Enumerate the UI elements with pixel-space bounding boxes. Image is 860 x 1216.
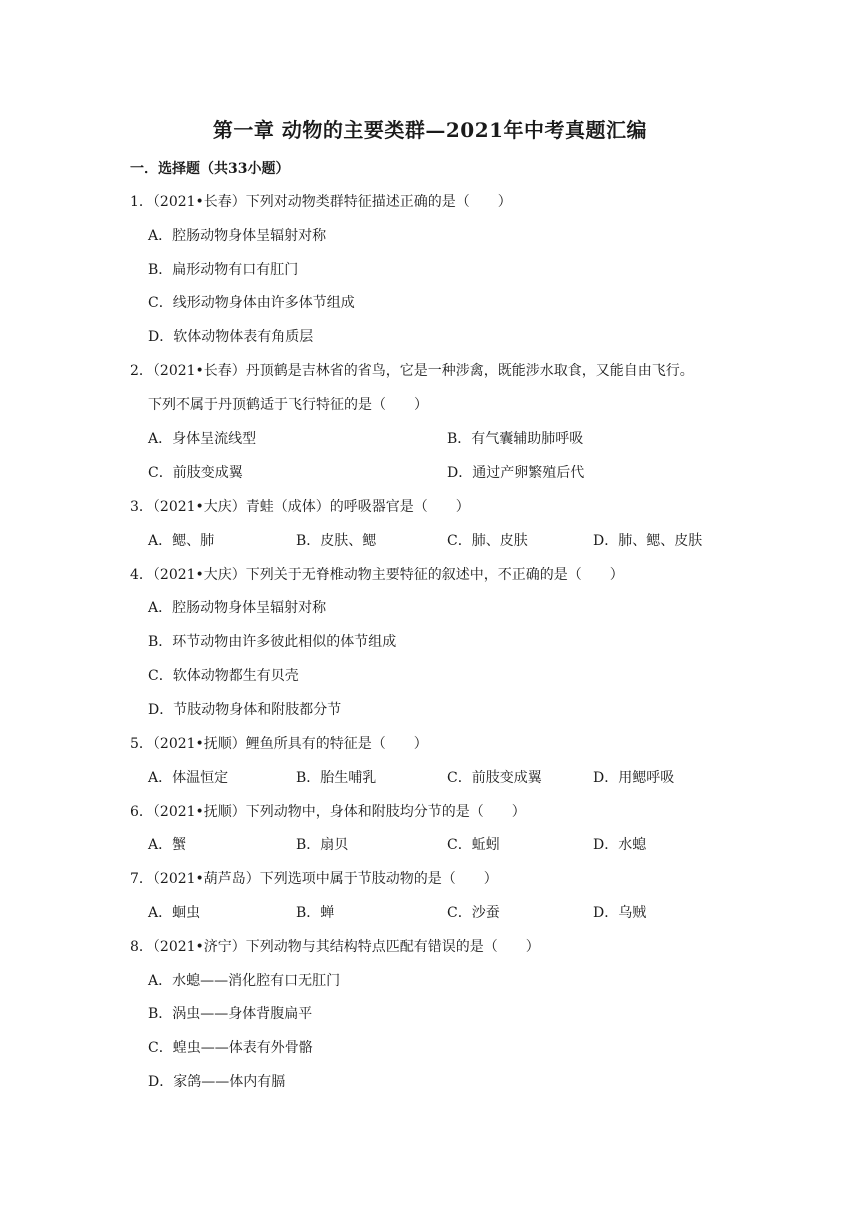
question-5-option-b: B．胎生哺乳 [296,770,377,786]
page-title: 第一章 动物的主要类群—2021年中考真题汇编 [212,118,648,142]
question-7-option-b: B．蝉 [296,905,335,921]
question-2-stem: 2．（2021•长春）丹顶鹤是吉林省的省鸟，它是一种涉禽，既能涉水取食，又能自由飞行。 [130,363,694,379]
question-8-option-b: B．涡虫——身体背腹扁平 [148,1006,313,1022]
question-5-stem: 5．（2021•抚顺）鲤鱼所具有的特征是（ ） [130,736,428,752]
question-8-stem: 8．（2021•济宁）下列动物与其结构特点匹配有错误的是（ ） [130,939,540,955]
question-2-option-b: B．有气囊辅助肺呼吸 [447,431,584,447]
question-8-option-c: C．蝗虫——体表有外骨骼 [148,1040,313,1056]
question-1-option-d: D．软体动物体表有角质层 [148,329,314,345]
question-6-option-d: D．水螅 [593,837,647,853]
question-4-option-a: A．腔肠动物身体呈辐射对称 [148,600,327,616]
question-5-option-d: D．用鳃呼吸 [593,770,675,786]
question-6-stem: 6．（2021•抚顺）下列动物中，身体和附肢均分节的是（ ） [130,804,526,820]
question-4-stem: 4．（2021•大庆）下列关于无脊椎动物主要特征的叙述中，不正确的是（ ） [130,567,624,583]
question-2-option-d: D．通过产卵繁殖后代 [447,465,585,481]
question-3-stem: 3．（2021•大庆）青蛙（成体）的呼吸器官是（ ） [130,499,470,515]
question-5-option-c: C．前肢变成翼 [447,770,542,786]
question-1-option-c: C．线形动物身体由许多体节组成 [148,295,355,311]
question-2-stem-continued: 下列不属于丹顶鹤适于飞行特征的是（ ） [148,397,428,413]
question-7-option-a: A．蛔虫 [148,905,201,921]
question-3-option-b: B．皮肤、鳃 [296,533,377,549]
question-6-option-b: B．扇贝 [296,837,349,853]
question-1-stem: 1．（2021•长春）下列对动物类群特征描述正确的是（ ） [130,194,512,210]
question-8-option-d: D．家鸽——体内有膈 [148,1074,286,1090]
question-8-option-a: A．水螅——消化腔有口无肛门 [148,973,341,989]
question-5-option-a: A．体温恒定 [148,770,229,786]
question-4-option-b: B．环节动物由许多彼此相似的体节组成 [148,634,397,650]
question-3-option-a: A．鳃、肺 [148,533,215,549]
question-2-option-a: A．身体呈流线型 [148,431,257,447]
question-4-option-d: D．节肢动物身体和附肢都分节 [148,702,342,718]
question-2-option-c: C．前肢变成翼 [148,465,243,481]
question-3-option-d: D．肺、鳃、皮肤 [593,533,703,549]
question-6-option-c: C．蚯蚓 [447,837,500,853]
question-4-option-c: C．软体动物都生有贝壳 [148,668,299,684]
question-3-option-c: C．肺、皮肤 [447,533,528,549]
question-7-stem: 7．（2021•葫芦岛）下列选项中属于节肢动物的是（ ） [130,871,498,887]
question-7-option-d: D．乌贼 [593,905,647,921]
question-7-option-c: C．沙蚕 [447,905,500,921]
question-6-option-a: A．蟹 [148,837,187,853]
question-1-option-a: A．腔肠动物身体呈辐射对称 [148,228,327,244]
section-heading: 一．选择题（共33小题） [130,161,290,177]
question-1-option-b: B．扁形动物有口有肛门 [148,262,299,278]
